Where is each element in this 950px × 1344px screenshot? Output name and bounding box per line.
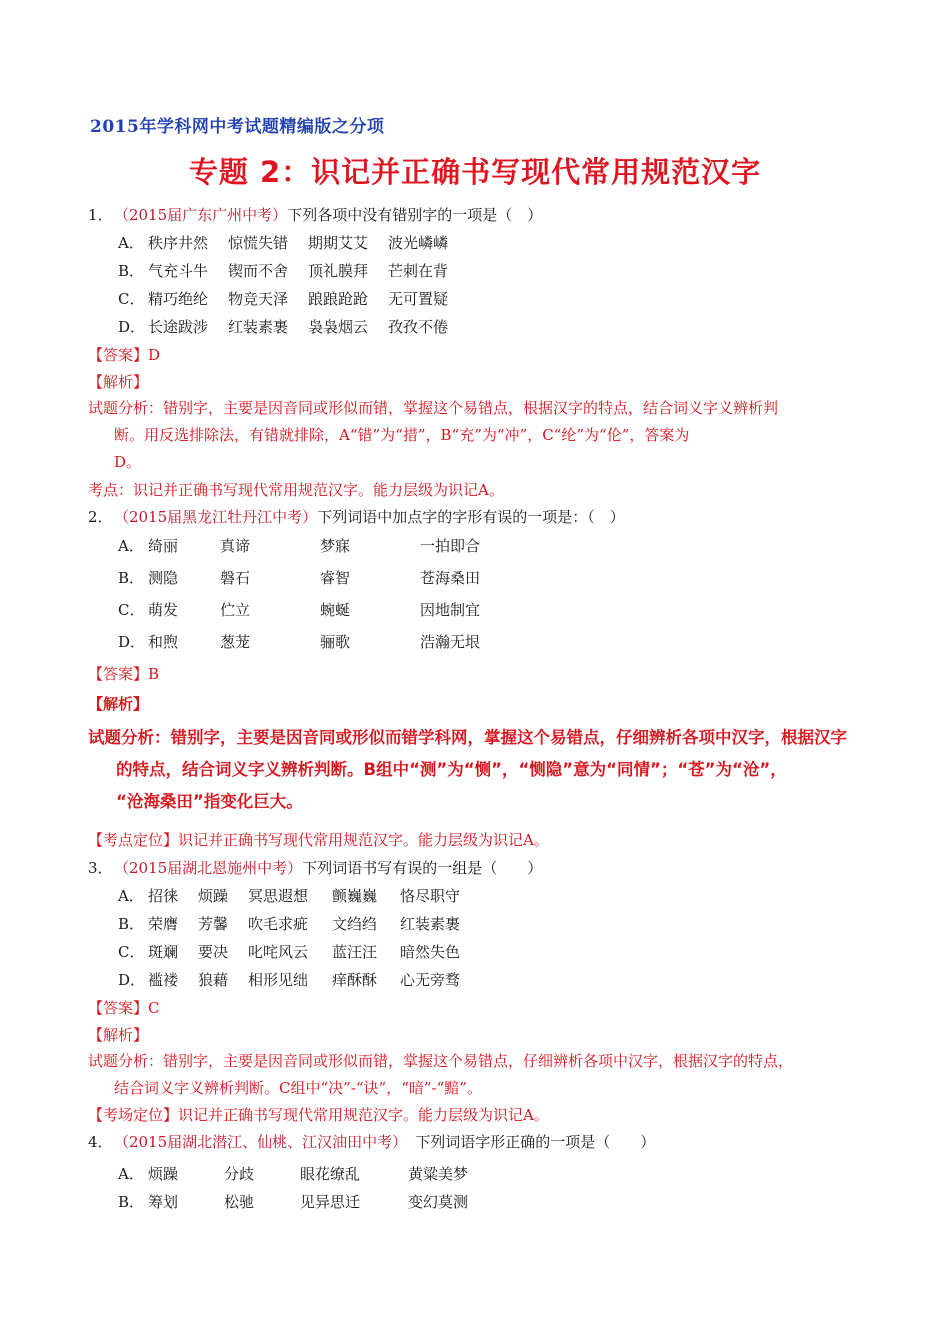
question-2-stem: 2．（2015届黑龙江牡丹江中考）下列词语中加点字的字形有误的一项是：（ ）	[88, 508, 625, 526]
question-source: （2015届黑龙江牡丹江中考）	[114, 508, 318, 526]
option-text: 骊歌	[320, 633, 351, 651]
option-text: 烦躁	[198, 887, 229, 905]
option-text: 因地制宜	[420, 601, 481, 619]
q2-point: 【考点定位】识记并正确书写现代常用规范汉字。能力层级为识记A。	[88, 831, 549, 849]
question-1-stem: 1．（2015届广东广州中考）下列各项中没有错别字的一项是（ ）	[88, 206, 543, 224]
question-source: （2015届湖北潜江、仙桃、江汉油田中考）	[114, 1133, 408, 1151]
option-text: B．	[118, 1193, 145, 1211]
option-text: 锲而不舍	[228, 262, 289, 280]
option-text: 测隐	[148, 569, 179, 587]
option-text: A．	[118, 887, 144, 905]
option-text: 招徕	[148, 887, 179, 905]
option-text: 荣膺	[148, 915, 179, 933]
option-text: 长途跋涉	[148, 318, 209, 336]
option-text: 心无旁骛	[400, 971, 461, 989]
option-text: 分歧	[224, 1165, 255, 1183]
option-text: 睿智	[320, 569, 351, 587]
q2-analysis-label: 【解析】	[88, 695, 149, 713]
option-text: 松驰	[224, 1193, 255, 1211]
option-text: 孜孜不倦	[388, 318, 449, 336]
option-text: 颤巍巍	[332, 887, 378, 905]
option-text: 伫立	[220, 601, 251, 619]
option-text: 踉踉跄跄	[308, 290, 369, 308]
option-text: 相形见绌	[248, 971, 309, 989]
option-text: 褴褛	[148, 971, 179, 989]
q1-point: 考点：识记并正确书写现代常用规范汉字。能力层级为识记A。	[88, 481, 504, 499]
option-text: A．	[118, 1165, 144, 1183]
option-text: 黄粱美梦	[408, 1165, 469, 1183]
option-text: 绮丽	[148, 537, 179, 555]
option-text: 和煦	[148, 633, 179, 651]
option-text: B．	[118, 569, 145, 587]
option-text: B．	[118, 262, 145, 280]
option-text: 见异思迁	[300, 1193, 361, 1211]
q2-analysis-line: 试题分析：错别字，主要是因音同或形似而错学科网，掌握这个易错点，仔细辨析各项中汉字，根据汉字	[88, 728, 847, 747]
series-header: 2015年学科网中考试题精编版之分项	[90, 117, 385, 137]
option-text: 痒酥酥	[332, 971, 378, 989]
option-text: 物竞天泽	[228, 290, 289, 308]
option-text: 狼藉	[198, 971, 229, 989]
option-text: 真谛	[220, 537, 251, 555]
question-source: （2015届广东广州中考）	[114, 206, 288, 224]
q1-answer: 【答案】D	[88, 346, 161, 364]
option-text: 要决	[198, 943, 229, 961]
option-text: 红装素裹	[400, 915, 461, 933]
option-text: 精巧绝纶	[148, 290, 209, 308]
option-text: 暗然失色	[400, 943, 461, 961]
q3-analysis-label: 【解析】	[88, 1026, 149, 1044]
option-text: 秩序井然	[148, 234, 209, 252]
option-text: A．	[118, 537, 144, 555]
option-text: 叱咤风云	[248, 943, 309, 961]
option-text: 筹划	[148, 1193, 179, 1211]
option-text: 波光嶙嶙	[388, 234, 449, 252]
option-text: 芳馨	[198, 915, 229, 933]
q3-point: 【考场定位】识记并正确书写现代常用规范汉字。能力层级为识记A。	[88, 1106, 549, 1124]
q1-analysis-line: D。	[114, 453, 142, 471]
topic-title: 专题 2：识记并正确书写现代常用规范汉字	[188, 155, 762, 189]
option-text: 斑斓	[148, 943, 179, 961]
option-text: 浩瀚无垠	[420, 633, 481, 651]
option-text: D．	[118, 971, 146, 989]
option-text: 萌发	[148, 601, 179, 619]
question-source: （2015届湖北恩施州中考）	[114, 859, 303, 877]
q3-analysis-line: 结合词义字义辨析判断。C组中“决”-“诀”，“暗”-“黯”。	[114, 1079, 482, 1097]
option-text: 磐石	[220, 569, 251, 587]
q1-analysis-line: 断。用反选排除法，有错就排除，A“错”为“措”，B“充”为“冲”，C“纶”为“伦”，答案为	[114, 426, 690, 444]
option-text: 葱茏	[220, 633, 251, 651]
option-text: 无可置疑	[388, 290, 449, 308]
option-text: 烦躁	[148, 1165, 179, 1183]
option-text: 蓝汪汪	[332, 943, 378, 961]
option-text: 蜿蜒	[320, 601, 351, 619]
q3-analysis-line: 试题分析：错别字，主要是因音同或形似而错，掌握这个易错点，仔细辨析各项中汉字，根据汉字的特点，	[88, 1052, 794, 1070]
option-text: D．	[118, 318, 146, 336]
option-text: 恪尽职守	[400, 887, 461, 905]
option-text: 顶礼膜拜	[308, 262, 369, 280]
option-text: 梦寐	[320, 537, 351, 555]
q2-analysis-line: “沧海桑田”指变化巨大。	[116, 792, 303, 811]
q2-answer: 【答案】B	[88, 665, 160, 683]
option-text: 眼花缭乱	[300, 1165, 361, 1183]
option-text: 红装素裹	[228, 318, 289, 336]
option-text: 吹毛求疵	[248, 915, 309, 933]
option-text: 芒刺在背	[388, 262, 449, 280]
option-text: B．	[118, 915, 145, 933]
option-text: 袅袅烟云	[308, 318, 369, 336]
q3-answer: 【答案】C	[88, 999, 160, 1017]
option-text: 苍海桑田	[420, 569, 481, 587]
question-3-stem: 3．（2015届湖北恩施州中考）下列词语书写有误的一组是（ ）	[88, 859, 543, 877]
option-text: 期期艾艾	[308, 234, 369, 252]
option-text: A．	[118, 234, 144, 252]
option-text: 气充斗牛	[148, 262, 209, 280]
q1-analysis-label: 【解析】	[88, 373, 149, 391]
q2-analysis-line: 的特点，结合词义字义辨析判断。B组中“测”为“恻”，“恻隐”意为“同情”；“苍”为“沧”，	[116, 760, 787, 779]
option-text: 惊慌失错	[228, 234, 289, 252]
option-text: C．	[118, 290, 145, 308]
option-text: D．	[118, 633, 146, 651]
option-text: C．	[118, 943, 145, 961]
option-text: 一拍即合	[420, 537, 481, 555]
option-text: 变幻莫测	[408, 1193, 469, 1211]
option-text: 冥思遐想	[248, 887, 309, 905]
q1-analysis-line: 试题分析：错别字，主要是因音同或形似而错，掌握这个易错点，根据汉字的特点，结合词义字义辨析判	[88, 399, 779, 417]
question-4-stem: 4．（2015届湖北潜江、仙桃、江汉油田中考） 下列词语字形正确的一项是（ ）	[88, 1133, 656, 1151]
option-text: 文绉绉	[332, 915, 378, 933]
option-text: C．	[118, 601, 145, 619]
